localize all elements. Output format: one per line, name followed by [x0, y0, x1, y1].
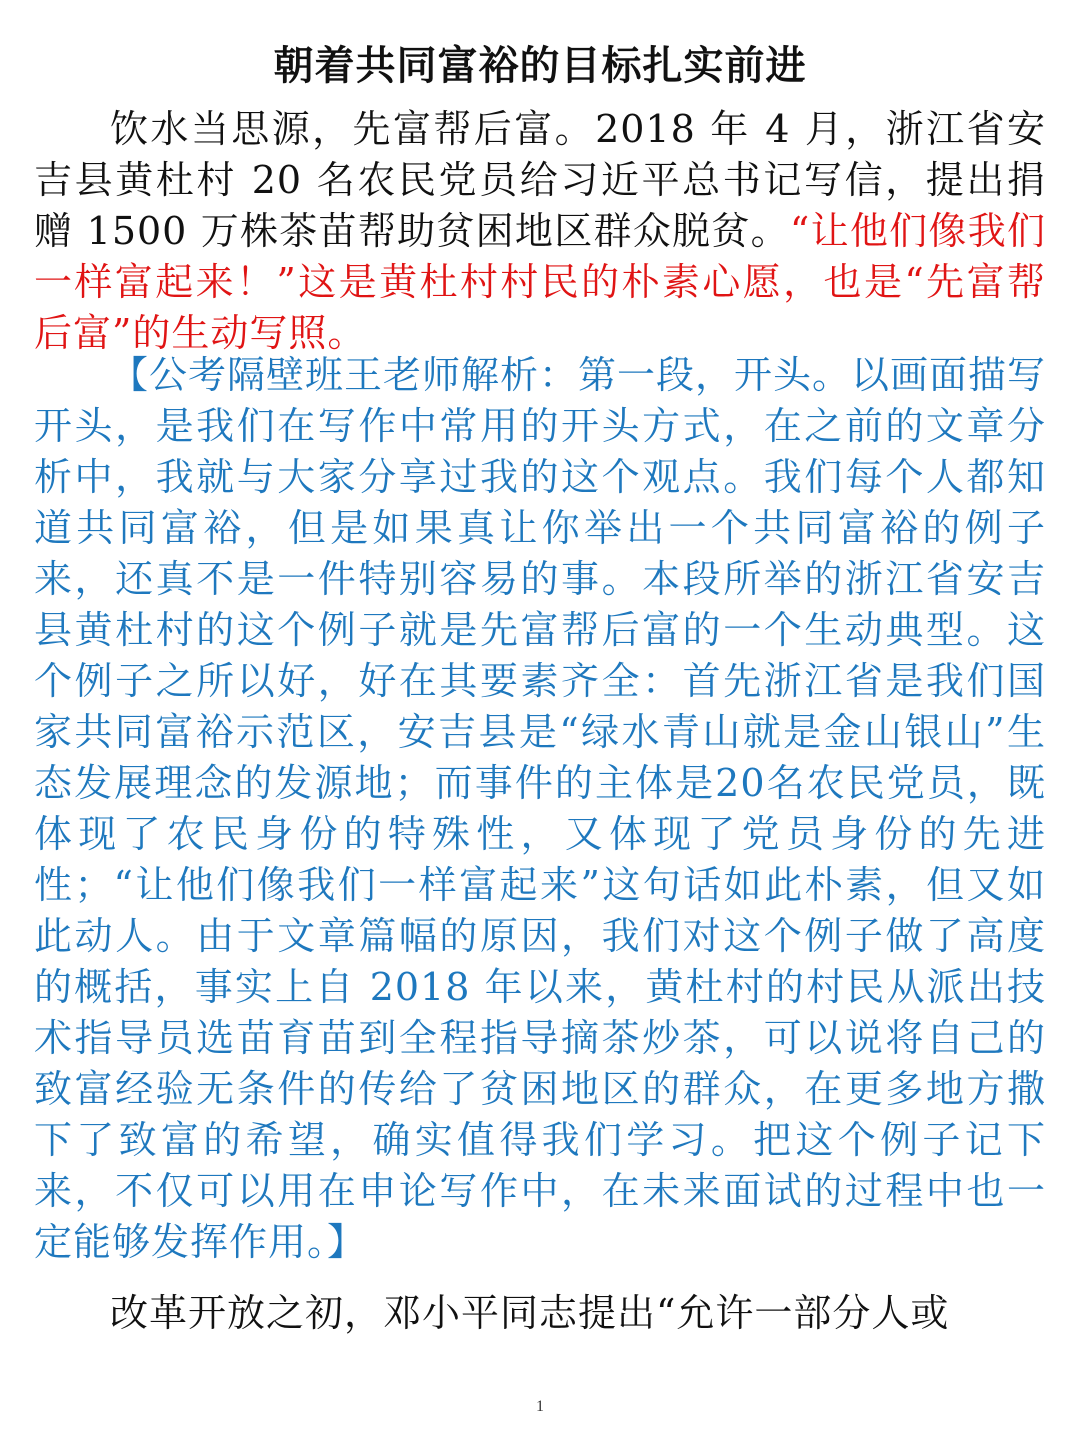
- page-number: 1: [536, 1398, 544, 1415]
- highlighted-quote: “让他们像我们一样富起来！”这是黄杜村村民的朴素心愿，也是“先富帮后富”的生动写照。: [34, 209, 1046, 355]
- document-title: 朝着共同富裕的目标扎实前进: [273, 43, 807, 89]
- paragraph-reform: 改革开放之初，邓小平同志提出“允许一部分人或: [110, 1291, 950, 1335]
- paragraph-intro: [34, 104, 1046, 359]
- paragraph-intro-text: 饮水当思源，先富帮后富。2018 年 4 月，浙江省安吉县黄杜村 20 名农民党员给习近平总书记写信，提出捐赠 1500 万株茶苗帮助贫困地区群众脱贫。: [34, 107, 1046, 253]
- analysis-paragraph: 【公考隔壁班王老师解析：第一段，开头。以画面描写开头，是我们在写作中常用的开头方式，在之前的文章分析中，我就与大家分享过我的这个观点。我们每个人都知道共同富裕，但是如果真让你举出一个共同富裕的例子来，还真不是一件特别容易的事。本段所举的浙江省安吉县黄杜村的这个例子就是先富帮后富的一个生动典型。这个例子之所以好，好在其要素齐全：首先浙江省是我们国家共同富裕示范区，安吉县是“绿水青山就是金山银山”生态发展理念的发源地；而事件的主体是20名农民党员，既体现了农民身份的特殊性，又体现了党员身份的先进性；“让他们像我们一样富起来”这句话如此朴素，但又如此动人。由于文章篇幅的原因，我们对这个例子做了高度的概括，事实上自 2018 年以来，黄杜村的村民从派出技术指导员选苗育苗到全程指导摘茶炒茶，可以说将自己的致富经验无条件的传给了贫困地区的群众，在更多地方撒下了致富的希望，确实值得我们学习。把这个例子记下来，不仅可以用在申论写作中，在未来面试的过程中也一定能够发挥作用。】: [34, 353, 1047, 1264]
